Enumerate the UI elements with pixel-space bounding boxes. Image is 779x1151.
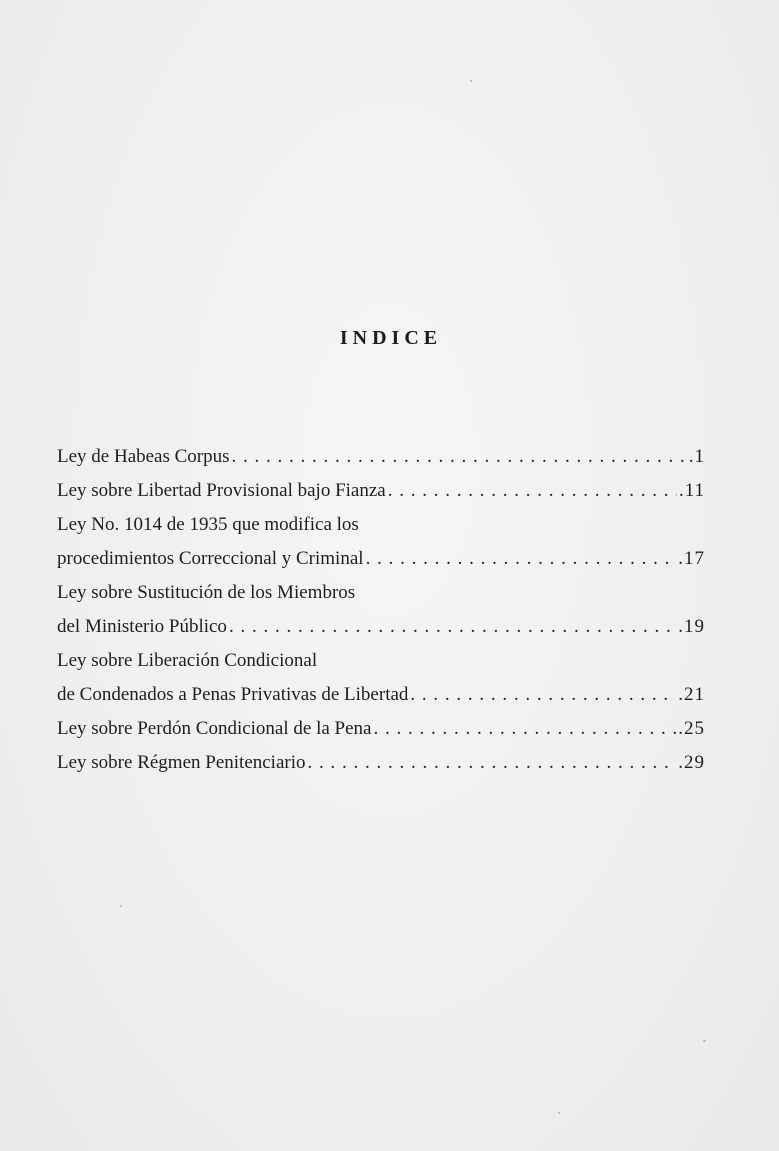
toc-entry-page: .25	[678, 718, 705, 739]
toc-entry-first-line	[57, 644, 705, 678]
toc-entry-page: .19	[678, 616, 705, 637]
toc-entry	[57, 746, 705, 780]
table-of-contents	[57, 440, 705, 780]
dot-leader	[373, 712, 676, 746]
dot-leader	[410, 678, 676, 712]
toc-entry-first-line	[57, 576, 705, 610]
paper-speck	[120, 905, 122, 907]
toc-entry-page: .1	[688, 446, 705, 467]
paper-speck	[470, 80, 472, 82]
toc-entry-title-continued: de Condenados a Penas Privativas de Libertad	[57, 684, 409, 705]
paper-speck	[558, 1112, 560, 1114]
dot-leader	[229, 610, 676, 644]
dot-leader	[308, 746, 677, 780]
toc-entry-title: Ley sobre Régmen Penitenciario	[57, 752, 306, 773]
toc-entry-title: Ley No. 1014 de 1935 que modifica los	[57, 514, 359, 535]
toc-entry-page: .17	[678, 548, 705, 569]
index-title: INDICE	[339, 327, 443, 349]
dot-leader	[388, 474, 677, 508]
toc-entry	[57, 474, 705, 508]
toc-entry-title: Ley sobre Liberación Condicional	[57, 650, 318, 671]
toc-entry-title-continued: procedimientos Correccional y Criminal	[57, 548, 364, 569]
toc-entry	[57, 440, 705, 474]
toc-entry	[57, 712, 705, 746]
toc-entry-title: Ley sobre Sustitución de los Miembros	[57, 582, 356, 603]
paper-speck	[703, 1040, 706, 1042]
dot-leader	[232, 440, 687, 474]
toc-entry	[57, 610, 705, 644]
toc-entry-page: .29	[678, 752, 705, 773]
toc-entry	[57, 678, 705, 712]
toc-entry-title: Ley de Habeas Corpus	[57, 446, 230, 467]
dot-leader	[366, 542, 677, 576]
toc-entry-page: .11	[678, 480, 705, 501]
toc-entry-title-continued: del Ministerio Público	[57, 616, 227, 637]
toc-entry-title: Ley sobre Perdón Condicional de la Pena	[57, 718, 372, 739]
toc-entry	[57, 542, 705, 576]
toc-entry-page: .21	[678, 684, 705, 705]
toc-entry-first-line	[57, 508, 705, 542]
toc-entry-title: Ley sobre Libertad Provisional bajo Fianza	[57, 480, 386, 501]
